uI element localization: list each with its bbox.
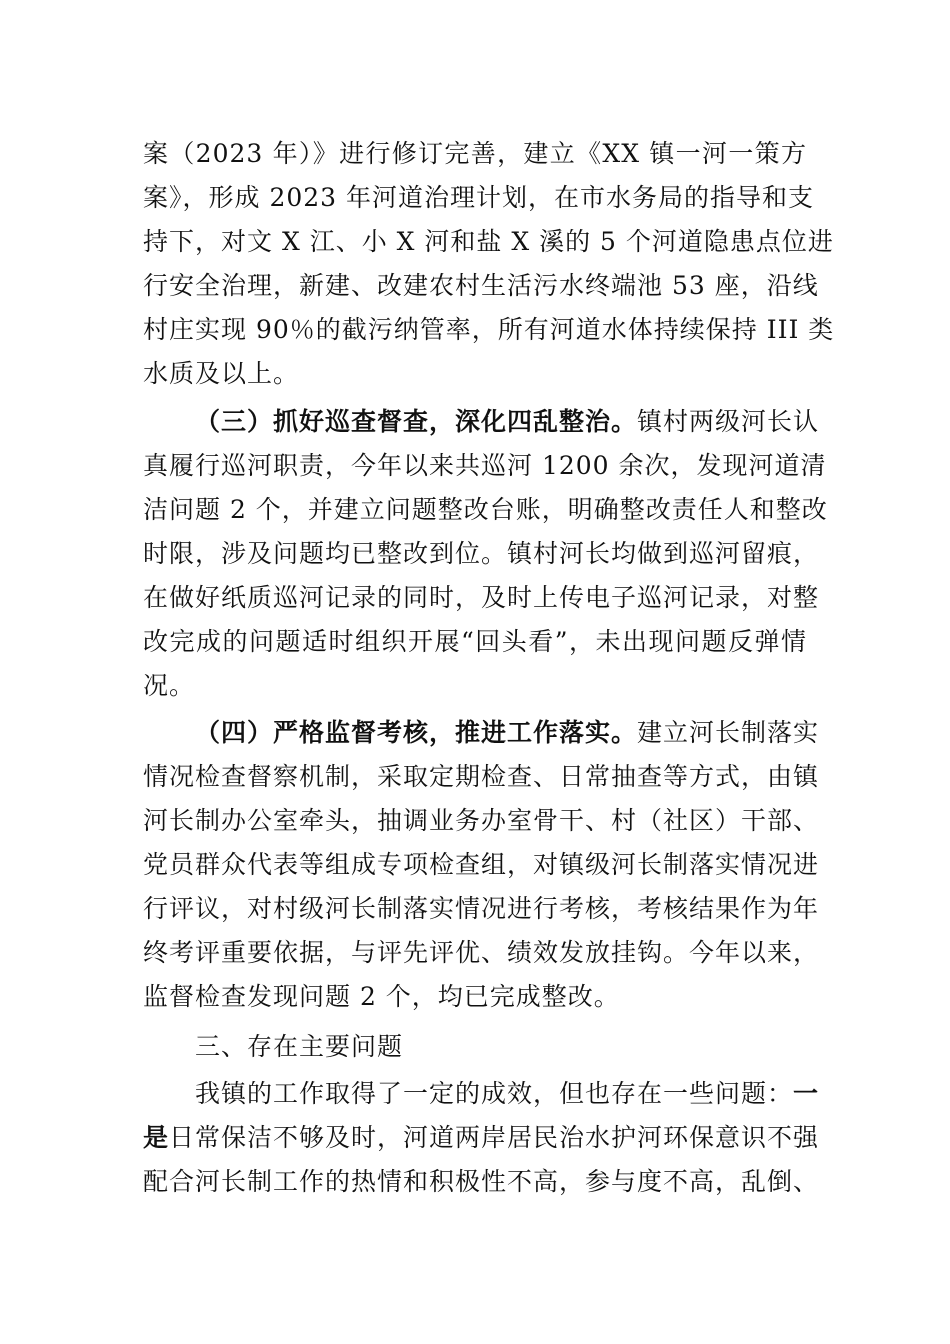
paragraph-line: 时限，涉及问题均已整改到位。镇村河长均做到巡河留痕，: [143, 539, 820, 568]
paragraph-line: 水质及以上。: [143, 359, 300, 388]
paragraph-bold-lead: （三）抓好巡查督查，深化四乱整治。: [195, 407, 638, 436]
paragraph-3: [143, 711, 820, 1019]
paragraph-line: 配合河长制工作的热情和积极性不高，参与度不高，乱倒、: [143, 1167, 820, 1196]
paragraph-line: 在做好纸质巡河记录的同时，及时上传电子巡河记录，对整: [143, 583, 820, 612]
paragraph-line: 河长制办公室牵头，抽调业务办室骨干、村（社区）干部、: [143, 806, 820, 835]
paragraph-line: 监督检查发现问题 2 个，均已完成整改。: [143, 982, 620, 1011]
paragraph-line: 村庄实现 90％的截污纳管率，所有河道水体持续保持 III 类: [143, 315, 835, 344]
paragraph-bold-lead: （四）严格监督考核，推进工作落实。: [195, 718, 638, 747]
paragraph-line: 案（2023 年）》进行修订完善，建立《XX 镇一河一策方: [143, 139, 807, 168]
paragraph-1: [143, 132, 835, 396]
paragraph-line: 情况检查督察机制，采取定期检查、日常抽查等方式，由镇: [143, 762, 820, 791]
paragraph-bold-marker: 是: [143, 1123, 170, 1152]
paragraph-line: 况。: [143, 671, 196, 700]
paragraph-first-line: [143, 1072, 820, 1116]
paragraph-line: 改完成的问题适时组织开展“回头看”，未出现问题反弹情: [143, 627, 807, 656]
paragraph-text: 我镇的工作取得了一定的成效，但也存在一些问题：: [195, 1079, 794, 1108]
paragraph-line: 洁问题 2 个，并建立问题整改台账，明确整改责任人和整改: [143, 495, 828, 524]
paragraph-bold-marker: 一: [793, 1079, 820, 1108]
paragraph-line: 真履行巡河职责，今年以来共巡河 1200 余次，发现河道清: [143, 451, 827, 480]
paragraph-text: 日常保洁不够及时，河道两岸居民治水护河环保意识不强: [169, 1123, 820, 1152]
paragraph-4: [143, 1072, 820, 1204]
paragraph-first-line: [143, 711, 820, 755]
paragraph-line: 行安全治理，新建、改建农村生活污水终端池 53 座，沿线: [143, 271, 819, 300]
paragraph-first-line: [143, 400, 820, 444]
paragraph-line: [143, 1116, 820, 1160]
section-heading: 三、存在主要问题: [195, 1032, 404, 1061]
paragraph-text: 建立河长制落实: [637, 718, 820, 747]
paragraph-line: 案》，形成 2023 年河道治理计划，在市水务局的指导和支: [143, 183, 815, 212]
paragraph-line: 持下，对文 X 江、小 X 河和盐 X 溪的 5 个河道隐患点位进: [143, 227, 834, 256]
paragraph-line: 行评议，对村级河长制落实情况进行考核，考核结果作为年: [143, 894, 820, 923]
paragraph-line: 终考评重要依据，与评先评优、绩效发放挂钩。今年以来，: [143, 938, 820, 967]
paragraph-2: [143, 400, 828, 708]
section-heading-block: [143, 1025, 807, 1069]
paragraph-line: 党员群众代表等组成专项检查组，对镇级河长制落实情况进: [143, 850, 820, 879]
paragraph-text: 镇村两级河长认: [637, 407, 820, 436]
